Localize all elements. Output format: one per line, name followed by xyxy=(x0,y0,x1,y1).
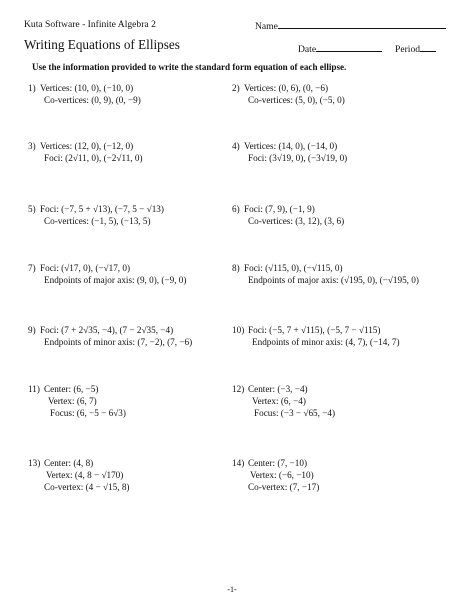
name-label: Name xyxy=(255,21,278,32)
problem-line: Foci: (−5, 7 + √115), (−5, 7 − √115) xyxy=(248,325,381,335)
problem-number: 10) xyxy=(232,325,245,335)
name-field[interactable] xyxy=(255,19,446,32)
worksheet-title: Writing Equations of Ellipses xyxy=(24,37,180,52)
problem-line: Foci: (7, 9), (−1, 9) xyxy=(244,204,315,214)
date-field[interactable] xyxy=(298,42,382,55)
problem-line: Co-vertex: (7, −17) xyxy=(248,482,320,492)
problem-line: Co-vertices: (0, 9), (0, −9) xyxy=(44,95,141,105)
problem-line: Endpoints of major axis: (√195, 0), (−√195, 0) xyxy=(248,275,419,285)
period-blank[interactable] xyxy=(420,42,436,52)
problem-line: Vertices: (14, 0), (−14, 0) xyxy=(244,141,338,151)
problem-line: Vertices: (12, 0), (−12, 0) xyxy=(40,141,134,151)
problem-number: 12) xyxy=(232,384,245,394)
problem-number: 7) xyxy=(28,263,36,273)
problem-line: Vertex: (6, −4) xyxy=(252,396,306,406)
problem-line: Foci: (−7, 5 + √13), (−7, 5 − √13) xyxy=(40,204,164,214)
problem-line: Endpoints of major axis: (9, 0), (−9, 0) xyxy=(44,275,187,285)
problem-line: Focus: (−3 − √65, −4) xyxy=(254,408,336,418)
problem-line: Foci: (√17, 0), (−√17, 0) xyxy=(40,263,131,273)
problem-number: 13) xyxy=(28,458,41,468)
problem-number: 1) xyxy=(28,83,36,93)
problem-number: 14) xyxy=(232,458,245,468)
problem-line: Center: (7, −10) xyxy=(248,458,308,468)
problem-number: 5) xyxy=(28,204,36,214)
problem-number: 8) xyxy=(232,263,240,273)
instructions: Use the information provided to write the standard form equation of each ellipse. xyxy=(32,62,347,72)
publisher-label: Kuta Software - Infinite Algebra 2 xyxy=(24,19,156,30)
problem-line: Foci: (7 + 2√35, −4), (7 − 2√35, −4) xyxy=(40,325,174,335)
problem-line: Vertices: (0, 6), (0, −6) xyxy=(244,83,329,93)
problem-line: Endpoints of minor axis: (7, −2), (7, −6) xyxy=(44,337,193,347)
problem-line: Co-vertices: (−1, 5), (−13, 5) xyxy=(44,216,151,226)
date-blank[interactable] xyxy=(316,42,382,52)
problem-line: Center: (−3, −4) xyxy=(248,384,308,394)
date-label: Date xyxy=(298,44,317,55)
problem-line: Vertex: (6, 7) xyxy=(48,396,97,406)
name-blank[interactable] xyxy=(278,19,446,29)
problem-line: Focus: (6, −5 − 6√3) xyxy=(50,408,126,418)
problem-number: 4) xyxy=(232,141,240,151)
problem-number: 2) xyxy=(232,83,240,93)
problem-line: Foci: (3√19, 0), (−3√19, 0) xyxy=(248,153,348,163)
problem-line: Foci: (√115, 0), (−√115, 0) xyxy=(244,263,343,273)
problem-line: Vertex: (−6, −10) xyxy=(250,470,314,480)
problem-line: Vertex: (4, 8 − √170) xyxy=(46,470,124,480)
period-field[interactable] xyxy=(395,42,436,55)
problem-line: Co-vertices: (3, 12), (3, 6) xyxy=(248,216,345,226)
problem-number: 3) xyxy=(28,141,36,151)
page-number: -1- xyxy=(227,585,237,594)
problem-line: Endpoints of minor axis: (4, 7), (−14, 7) xyxy=(252,337,400,347)
problem-line: Co-vertex: (4 − √15, 8) xyxy=(44,482,130,492)
problem-number: 11) xyxy=(28,384,40,394)
problem-line: Center: (6, −5) xyxy=(44,384,99,394)
period-label: Period xyxy=(395,44,421,55)
problem-line: Foci: (2√11, 0), (−2√11, 0) xyxy=(44,153,143,163)
problem-number: 9) xyxy=(28,325,36,335)
problem-line: Vertices: (10, 0), (−10, 0) xyxy=(40,83,134,93)
problem-line: Center: (4, 8) xyxy=(44,458,94,468)
problem-line: Co-vertices: (5, 0), (−5, 0) xyxy=(248,95,345,105)
problem-number: 6) xyxy=(232,204,240,214)
